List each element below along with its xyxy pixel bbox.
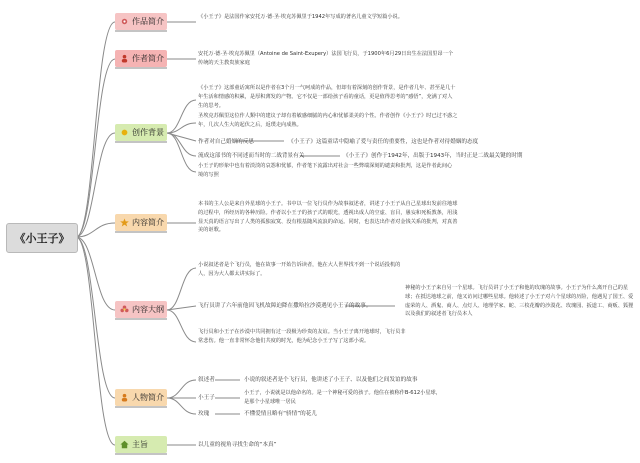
connector-root-author — [76, 59, 115, 237]
topic-label: 创作背景 — [132, 128, 164, 137]
topic-label: 内容大纲 — [132, 305, 164, 314]
house-icon — [119, 440, 129, 450]
connector-root-theme — [76, 237, 115, 445]
topic-label: 人物简介 — [132, 393, 164, 402]
background-text-5: 小王子的形象中也有着淡淡的哀怨和忧郁，作者笔下流露出对社会一些弊端深刻的谴责和批判，这是作者此间心境的写照 — [198, 163, 453, 178]
intro-text: 《小王子》是法国作家安托万·德·圣·埃克苏佩里于1942年写成的著名儿童文学短篇小说。 — [198, 14, 403, 20]
outline-text-3: 飞行员和小王子在沙漠中共同拥有过一段极为珍贵的友谊。当小王子离开地球时，飞行员非常悲伤。他一直非常怀念他们共度的时光，他为纪念小王子写了这部小说。 — [198, 329, 406, 344]
topic-intro[interactable] — [115, 13, 167, 30]
topic-theme[interactable] — [115, 436, 167, 453]
outline-text-1: 小说叙述者是个飞行员，他在故事一开始告诉读者，他在大人世界找不到一个说话投机的人，因为大人都太讲实际了。 — [198, 262, 401, 277]
theme-text: 以儿童的视角寻找生命的“本真” — [198, 442, 277, 448]
connector-root-intro — [76, 22, 115, 237]
person-icon — [119, 393, 129, 403]
topic-label: 作品简介 — [132, 17, 164, 26]
background-note-4: 《小王子》创作于1942年，出版于1943年，当时正是二战最关键的时期 — [343, 153, 523, 159]
person-icon — [119, 54, 129, 64]
outline-text-2: 飞行员讲了六年前他因飞机故障迫降在撒哈拉沙漠遇见小王子的故事。 — [198, 303, 372, 309]
author-text: 安托万·德·圣·埃克苏佩里（Antoine de Saint-Exupery）法国飞行员，于1900年6月29日出生在法国里昂一个传统的天主教贵族家庭 — [198, 51, 454, 66]
topic-label: 作者简介 — [132, 54, 164, 63]
sun-icon — [119, 128, 129, 138]
topic-outline[interactable] — [115, 301, 167, 318]
background-text-2: 圣埃克苏佩里这位作人類中的建议子却有着敏感细腻的内心和忧郁柔美的个性。作者创作《小王子》时已过不惑之年，几次人生大的起伏之后，返璞走向成熟。 — [198, 113, 458, 128]
connector-root-outline — [76, 237, 115, 310]
person-name: 叙述者 — [198, 377, 215, 383]
topic-background[interactable] — [115, 124, 167, 141]
person-desc: 小王子，小说就是以他命名的。是一个神秘可爱的孩子。他住在被称作B-612小星球，是那个小星球唯一居民 — [244, 390, 441, 405]
root-topic[interactable]: 《小王子》 — [6, 223, 78, 253]
person-desc: 小说的叙述者是个飞行员，他讲述了小王子、以及他们之间发谊的故事 — [244, 377, 418, 383]
background-note-3: 《小王子》这篇童话中隐喻了爱与责任的重要性，这也是作者对待婚姻的态度 — [288, 139, 479, 145]
person-name: 小王子 — [198, 395, 215, 401]
content-text: 本书的主人公是来自外星球的小王子。书中以一位飞行员作为故事叙述者，讲述了小王子从自己星球出发前往地球的过程中，所经历的各种历险。作者以小王子的孩子式的眼光，透视出成人的空虚、盲目，愚妄和死板教条，用浅显天真的语言写出了人类的孤独寂寞、没有根基随风流浪的命运。同时，也表达出作者对金钱关系的批判，对真善美的讴歌。 — [198, 201, 458, 234]
topic-label: 主旨 — [132, 440, 148, 449]
person-desc: 不懂爱情且略有“骄情”的花儿 — [244, 411, 317, 417]
flower-icon — [119, 305, 129, 315]
background-text-1: 《小王子》这部童话寓所以是作者在3个月一气呵成的作品，但却有着深刻的创作背景，是作者几年、甚至是几十年生活和情感的积累，是厚积薄发的产物。它不仅是一部给孩子看的童话，更是值得思考的“感悟”，充满了对人生的思考。 — [198, 85, 456, 109]
outline-note-2: 神秘的小王子来自另一个星球。飞行员讲了小王子和他的玫瑰的故事。小王子为什么离开自己的星球；在抵达地球之前，他又访问过哪些星球。他转述了小王子对六个星球的历险，他遇见了国王、爱虚荣的人、酒鬼、商人、点灯人、地理学家、蛇、三枚花瓣的沙漠花、玫瑰园、扳道工、商贩、狐狸以及我们的叙述者飞行员本人 — [405, 285, 634, 318]
topic-label: 内容简介 — [132, 218, 164, 227]
background-text-3: 作者对自己婚姻的反思 — [198, 139, 254, 145]
star-icon — [119, 218, 129, 228]
connector-root-people — [76, 237, 115, 398]
gear-icon — [119, 17, 129, 27]
person-name: 玫瑰 — [198, 411, 210, 417]
topic-people[interactable] — [115, 389, 167, 406]
background-text-4: 流成这部书的不同述而当时的二战背景有关 — [198, 153, 305, 159]
topic-content[interactable] — [115, 214, 167, 231]
topic-author[interactable] — [115, 50, 167, 67]
